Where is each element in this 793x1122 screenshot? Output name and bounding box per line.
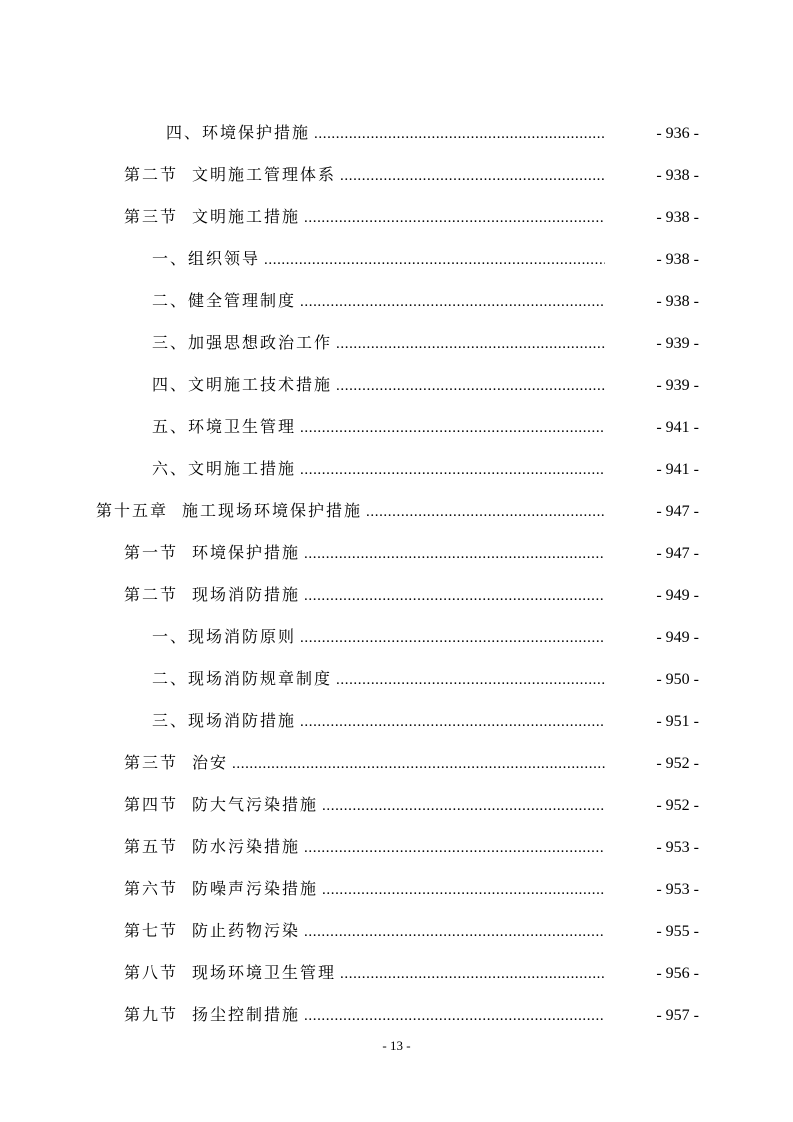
toc-entry-label (152, 364, 332, 406)
toc-entry-title: 二、健全管理制度 (152, 291, 297, 310)
toc-entry[interactable] (0, 280, 793, 322)
toc-entry-page: - 941 - (656, 419, 699, 436)
toc-entry-label (124, 532, 300, 574)
toc-entry-label (152, 238, 260, 280)
toc-entry-label (124, 826, 300, 868)
dot-leader (336, 659, 605, 701)
toc-entry-label (124, 868, 318, 910)
toc-entry-number: 第七节 (124, 921, 179, 940)
toc-entry-page: - 952 - (656, 755, 699, 772)
toc-entry[interactable] (0, 910, 793, 952)
toc-entry-page: - 947 - (656, 545, 699, 562)
toc-entry-page: - 938 - (656, 209, 699, 226)
toc-entry[interactable] (0, 448, 793, 490)
dot-leader (304, 575, 605, 617)
toc-entry-page: - 950 - (656, 671, 699, 688)
toc-entry-label (124, 910, 300, 952)
toc-entry-label (152, 448, 296, 490)
toc-entry-title: 防大气污染措施 (192, 795, 319, 814)
toc-entry-label (152, 658, 332, 700)
toc-entry-page: - 939 - (656, 377, 699, 394)
toc-entry-title: 五、环境卫生管理 (152, 417, 297, 436)
dot-leader (300, 281, 605, 323)
toc-entry-page: - 949 - (656, 587, 699, 604)
toc-entry-page: - 953 - (656, 839, 699, 856)
toc-entry-page: - 938 - (656, 251, 699, 268)
toc-entry[interactable] (0, 658, 793, 700)
toc-entry[interactable] (0, 532, 793, 574)
toc-entry-number: 第二节 (124, 165, 179, 184)
toc-entry-label (152, 280, 296, 322)
toc-entry-label (124, 154, 336, 196)
dot-leader (314, 113, 605, 155)
toc-entry[interactable] (0, 154, 793, 196)
toc-entry[interactable] (0, 742, 793, 784)
toc-entry[interactable] (0, 994, 793, 1036)
dot-leader (322, 785, 605, 827)
toc-entry[interactable] (0, 784, 793, 826)
toc-entry[interactable] (0, 322, 793, 364)
toc-entry-title: 防噪声污染措施 (192, 879, 319, 898)
toc-entry[interactable] (0, 700, 793, 742)
toc-entry-label (152, 616, 296, 658)
dot-leader (340, 953, 605, 995)
toc-entry-title: 一、组织领导 (152, 249, 261, 268)
dot-leader (300, 407, 605, 449)
dot-leader (300, 449, 605, 491)
toc-entry-page: - 956 - (656, 965, 699, 982)
toc-entry-label (124, 784, 318, 826)
toc-entry-title: 现场环境卫生管理 (192, 963, 337, 982)
toc-entry-title: 扬尘控制措施 (192, 1005, 301, 1024)
dot-leader (300, 617, 605, 659)
dot-leader (366, 491, 605, 533)
toc-entry-title: 防水污染措施 (192, 837, 301, 856)
toc-entry-page: - 938 - (656, 167, 699, 184)
toc-entry-number: 第六节 (124, 879, 179, 898)
toc-entry[interactable] (0, 238, 793, 280)
dot-leader (300, 701, 605, 743)
toc-entry-page: - 951 - (656, 713, 699, 730)
toc-entry-label (124, 994, 300, 1036)
toc-entry-number: 第一节 (124, 543, 179, 562)
toc-entry-label (166, 112, 310, 154)
toc-entry[interactable] (0, 868, 793, 910)
toc-entry-label (124, 574, 300, 616)
toc-entry-title: 施工现场环境保护措施 (182, 501, 363, 520)
toc-entry[interactable] (0, 364, 793, 406)
toc-entry-label (96, 490, 362, 532)
toc-entry-number: 第九节 (124, 1005, 179, 1024)
toc-entry-page: - 952 - (656, 797, 699, 814)
toc-entry-label (152, 406, 296, 448)
toc-entry-page: - 947 - (656, 503, 699, 520)
toc-entry[interactable] (0, 196, 793, 238)
table-of-contents (0, 112, 793, 1036)
toc-entry-page: - 957 - (656, 1007, 699, 1024)
toc-entry-title: 六、文明施工措施 (152, 459, 297, 478)
dot-leader (336, 365, 605, 407)
dot-leader (340, 155, 605, 197)
toc-entry-number: 第五节 (124, 837, 179, 856)
dot-leader (304, 911, 605, 953)
toc-entry-title: 现场消防措施 (192, 585, 301, 604)
toc-entry[interactable] (0, 574, 793, 616)
toc-entry-label (124, 742, 228, 784)
toc-entry-title: 四、文明施工技术措施 (152, 375, 333, 394)
toc-entry-title: 防止药物污染 (192, 921, 301, 940)
dot-leader (304, 995, 605, 1037)
toc-entry-number: 第十五章 (96, 501, 169, 520)
toc-entry-number: 第八节 (124, 963, 179, 982)
toc-entry-title: 文明施工管理体系 (192, 165, 337, 184)
toc-entry-page: - 938 - (656, 293, 699, 310)
toc-entry[interactable] (0, 952, 793, 994)
dot-leader (336, 323, 605, 365)
toc-entry-title: 二、现场消防规章制度 (152, 669, 333, 688)
dot-leader (264, 239, 605, 281)
toc-entry-page: - 953 - (656, 881, 699, 898)
dot-leader (304, 827, 605, 869)
toc-entry-number: 第三节 (124, 207, 179, 226)
toc-entry-page: - 941 - (656, 461, 699, 478)
toc-entry-page: - 949 - (656, 629, 699, 646)
toc-entry-label (124, 952, 336, 994)
toc-entry-number: 第四节 (124, 795, 179, 814)
toc-entry-number: 第三节 (124, 753, 179, 772)
toc-entry-page: - 939 - (656, 335, 699, 352)
toc-entry-page: - 955 - (656, 923, 699, 940)
toc-entry[interactable] (0, 406, 793, 448)
dot-leader (322, 869, 605, 911)
toc-entry-title: 三、加强思想政治工作 (152, 333, 333, 352)
toc-entry-label (152, 322, 332, 364)
dot-leader (304, 197, 605, 239)
toc-entry-label (152, 700, 296, 742)
toc-entry-title: 治安 (192, 753, 229, 772)
toc-entry-title: 一、现场消防原则 (152, 627, 297, 646)
toc-entry-title: 四、环境保护措施 (166, 123, 311, 142)
page-number: - 13 - (382, 1038, 411, 1053)
toc-entry-title: 文明施工措施 (192, 207, 301, 226)
toc-entry-title: 环境保护措施 (192, 543, 301, 562)
dot-leader (304, 533, 605, 575)
toc-entry[interactable] (0, 112, 793, 154)
toc-entry-label (124, 196, 300, 238)
toc-entry-title: 三、现场消防措施 (152, 711, 297, 730)
toc-entry-number: 第二节 (124, 585, 179, 604)
toc-entry-page: - 936 - (656, 125, 699, 142)
toc-entry[interactable] (0, 616, 793, 658)
toc-entry[interactable] (0, 826, 793, 868)
dot-leader (232, 743, 605, 785)
toc-entry[interactable] (0, 490, 793, 532)
